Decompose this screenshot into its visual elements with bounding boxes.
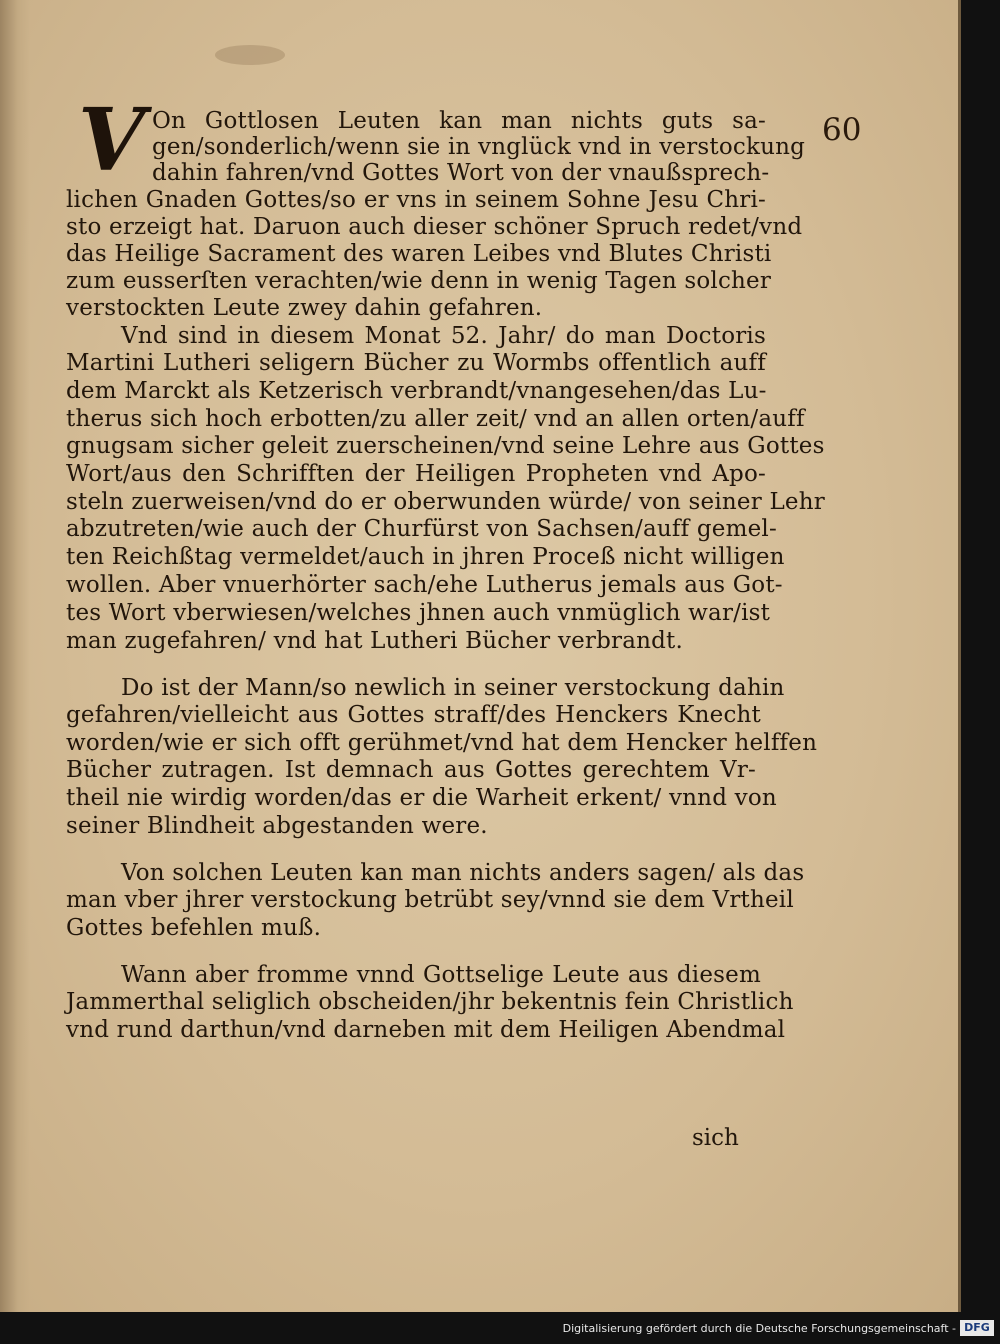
drop-cap: V (78, 90, 145, 191)
text-line: das Heilige Sacrament des waren Leibes vnd Blutes Christi (66, 241, 772, 267)
page-gutter (0, 0, 30, 1312)
text-line: gnugsam sicher geleit zuerscheinen/vnd seine Lehre aus Gottes (66, 433, 825, 459)
text-line: Vnd sind in diesem Monat 52. Jahr/ do man Doctoris (121, 323, 766, 349)
text-line: Martini Lutheri seligern Bücher zu Wormbs offentlich auff (66, 350, 766, 376)
footer-bar (0, 1316, 1000, 1344)
page-number: 60 (822, 112, 862, 148)
text-line: dem Marckt als Ketzerisch verbrandt/vnangesehen/das Lu- (66, 378, 767, 404)
text-line: zum eusserſten verachten/wie denn in wenig Tagen solcher (66, 268, 772, 294)
text-line: theil nie wirdig worden/das er die Warheit erkent/ vnnd von (66, 785, 777, 811)
footer-credit: Digitalisierung gefördert durch die Deutsche Forschungsgemeinschaft - (562, 1322, 956, 1335)
text-line: Von solchen Leuten kan man nichts anders sagen/ als das (121, 860, 805, 886)
text-line: ten Reichßtag vermeldet/auch in jhren Proceß nicht willigen (66, 544, 785, 570)
text-line: verstockten Leute zwey dahin gefahren. (66, 295, 543, 321)
text-line: steln zuerweisen/vnd do er oberwunden würde/ von seiner Lehr (66, 489, 825, 515)
text-line: therus sich hoch erbotten/zu aller zeit/ vnd an allen orten/auff (66, 406, 805, 432)
text-line: vnd rund darthun/vnd darneben mit dem Heiligen Abendmal (66, 1017, 786, 1043)
text-line: gen/sonderlich/wenn sie in vnglück vnd in verstockung (152, 134, 806, 160)
text-line: man zugefahren/ vnd hat Lutheri Bücher verbrandt. (66, 628, 684, 654)
text-line: tes Wort vberwiesen/welches jhnen auch vnmüglich war/ist (66, 600, 771, 626)
text-line: Gottes befehlen muß. (66, 915, 322, 941)
text-line: Bücher zutragen. Ist demnach aus Gottes gerechtem Vr- (66, 757, 756, 783)
text-line: sto erzeigt hat. Daruon auch dieser schöner Spruch redet/vnd (66, 214, 803, 240)
text-line: worden/wie er sich offt gerühmet/vnd hat dem Hencker helffen (66, 730, 818, 756)
text-line: Jammerthal seliglich obscheiden/jhr bekentnis fein Christlich (66, 989, 794, 1015)
text-line: Do ist der Mann/so newlich in seiner verstockung dahin (121, 675, 785, 701)
text-line: gefahren/vielleicht aus Gottes straff/des Henckers Knecht (66, 702, 761, 728)
text-line: wollen. Aber vnuerhörter sach/ehe Lutherus jemals aus Got- (66, 572, 783, 598)
text-line: On Gottlosen Leuten kan man nichts guts sa- (152, 108, 766, 134)
text-line: lichen Gnaden Gottes/so er vns in seinem Sohne Jesu Chri- (66, 187, 766, 213)
paper-stain (215, 45, 285, 65)
text-line: dahin fahren/vnd Gottes Wort von der vnaußsprech- (152, 160, 770, 186)
dfg-logo: DFG (960, 1320, 994, 1336)
text-line: man vber jhrer verstockung betrübt sey/vnnd sie dem Vrtheil (66, 887, 794, 913)
text-line: Wort/aus den Schrifften der Heiligen Propheten vnd Apo- (66, 461, 766, 487)
text-line: abzutreten/wie auch der Churfürst von Sachsen/auff gemel- (66, 516, 777, 542)
catchword: sich (692, 1125, 739, 1151)
text-line: seiner Blindheit abgestanden were. (66, 813, 488, 839)
text-line: Wann aber fromme vnnd Gottselige Leute aus diesem (121, 962, 761, 988)
